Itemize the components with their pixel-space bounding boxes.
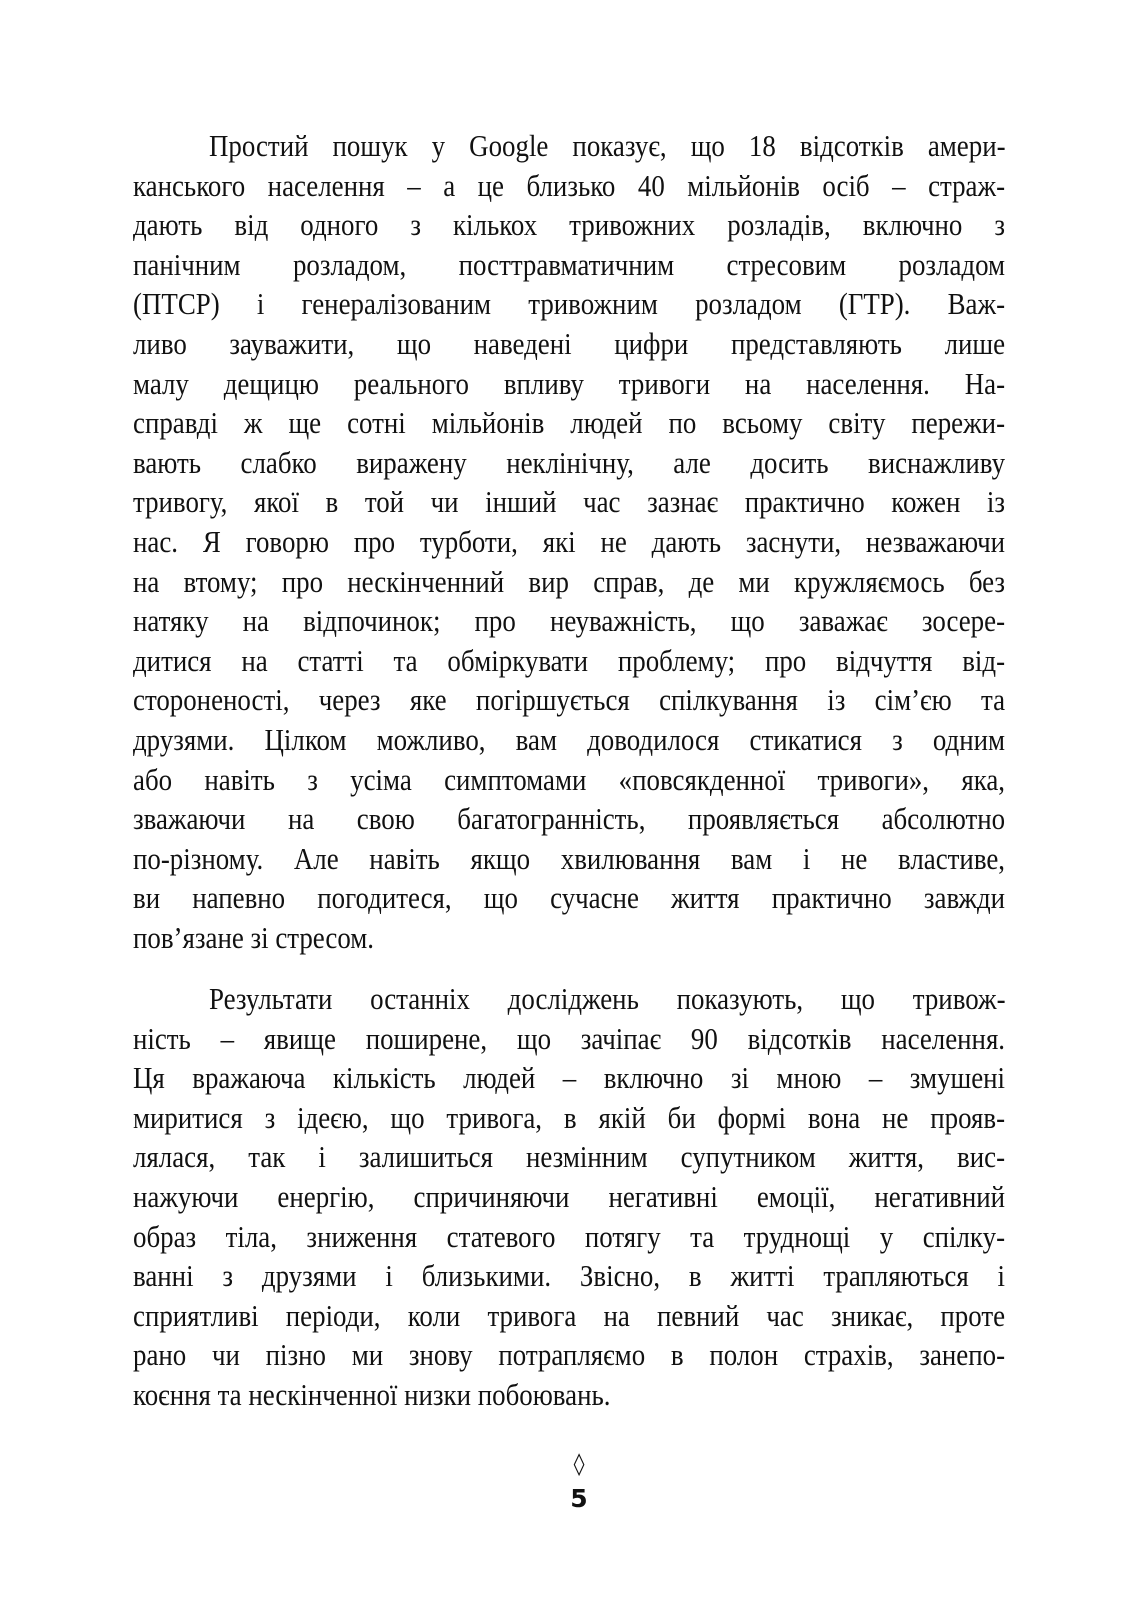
text-line-content: ванні з друзями і близькими. Звісно, в житті трапляються і: [133, 1258, 1006, 1294]
text-line: [133, 205, 1005, 245]
text-line: [133, 979, 1005, 1019]
text-line: [133, 1177, 1005, 1217]
diamond-ornament-icon: ◊: [573, 1452, 585, 1477]
text-line-content: справді ж ще сотні мільйонів людей по всьому світу пережи-: [133, 405, 1006, 441]
text-line-content: панічним розладом, посттравматичним стресовим розладом: [133, 246, 1006, 282]
text-line-content: по-різному. Але навіть якщо хвилювання вам і не властиве,: [133, 840, 1006, 876]
text-line: [133, 562, 1005, 602]
text-line-content: (ПТСР) і генералізованим тривожним розладом (ГТР). Важ-: [133, 286, 1006, 322]
text-line-content: малу дещицю реального впливу тривоги на населення. На-: [133, 365, 1006, 401]
text-line-content: ливо зауважити, що наведені цифри представляють лише: [133, 325, 1006, 361]
text-line: [133, 680, 1005, 720]
text-line-content: Ця вражаюча кількість людей – включно зі мною – змушені: [133, 1060, 1006, 1096]
text-line: [133, 1335, 1005, 1375]
page-number: 5: [570, 1484, 588, 1513]
text-line: [133, 720, 1005, 760]
text-line-content: сприятливі періоди, коли тривога на певний час зникає, проте: [133, 1297, 1006, 1333]
text-line: [133, 1098, 1005, 1138]
text-line: [133, 1019, 1005, 1059]
text-line-content: ви напевно погодитеся, що сучасне життя практично завжди: [133, 880, 1006, 916]
text-line: [133, 641, 1005, 681]
text-line: [133, 878, 1005, 918]
text-line: [133, 1137, 1005, 1177]
text-line-content: ність – явище поширене, що зачіпає 90 відсотків населення.: [133, 1020, 1006, 1056]
text-line: [133, 1058, 1005, 1098]
text-line: [133, 443, 1005, 483]
text-line-content: на втому; про нескінченний вир справ, де ми кружляємось без: [133, 563, 1006, 599]
text-line: [133, 918, 1005, 958]
text-line-content: тривогу, якої в той чи інший час зазнає практично кожен із: [133, 484, 1006, 520]
text-line: [133, 403, 1005, 443]
text-line-content: Простий пошук у Google показує, що 18 відсотків амери-: [209, 128, 1006, 163]
text-line: [133, 245, 1005, 285]
text-line-content: рано чи пізно ми знову потрапляємо в полон страхів, занепо-: [133, 1337, 1006, 1373]
text-line: [133, 126, 1005, 166]
text-line: [133, 1256, 1005, 1296]
text-line-content: дитися на статті та обміркувати проблему; про відчуття від-: [133, 642, 1006, 678]
text-line: [133, 166, 1005, 206]
text-line-content: миритися з ідеєю, що тривога, в якій би формі вона не прояв-: [133, 1099, 1006, 1135]
text-line-content: канського населення – а це близько 40 мільйонів осіб – страж-: [133, 167, 1006, 203]
paragraph-2: [133, 979, 1005, 1415]
text-line-content: нас. Я говорю про турботи, які не дають заснути, незважаючи: [133, 523, 1006, 559]
text-line-content: стороненості, через яке погіршується спілкування із сім’єю та: [133, 682, 1006, 718]
text-line: [133, 522, 1005, 562]
text-line-content: друзями. Цілком можливо, вам доводилося стикатися з одним: [133, 721, 1006, 757]
text-line: [133, 760, 1005, 800]
text-line-content: образ тіла, зниження статевого потягу та труднощі у спілку-: [133, 1218, 1006, 1254]
text-line-content: лялася, так і залишиться незмінним супутником життя, вис-: [133, 1139, 1006, 1175]
text-line-content: або навіть з усіма симптомами «повсякденної тривоги», яка,: [133, 761, 1006, 797]
text-line: [133, 1296, 1005, 1336]
text-line-content: пов’язане зі стресом.: [133, 919, 375, 955]
text-line-content: вають слабко виражену неклінічну, але досить виснажливу: [133, 444, 1006, 480]
text-line: [133, 601, 1005, 641]
text-line-content: Результати останніх досліджень показують, що тривож-: [209, 981, 1006, 1016]
text-line-content: нажуючи енергію, спричиняючи негативні емоції, негативний: [133, 1178, 1006, 1214]
text-line: [133, 324, 1005, 364]
text-line-content: дають від одного з кількох тривожних розладів, включно з: [133, 207, 1006, 243]
text-line: [133, 839, 1005, 879]
text-line-content: натяку на відпочинок; про неуважність, що заважає зосере-: [133, 603, 1006, 639]
paragraph-1: [133, 126, 1005, 957]
text-line-content: зважаючи на свою багатогранність, проявляється абсолютно: [133, 801, 1006, 837]
text-line: [133, 364, 1005, 404]
text-line: [133, 1375, 1005, 1415]
text-line: [133, 1217, 1005, 1257]
text-line: [133, 799, 1005, 839]
text-line: [133, 482, 1005, 522]
text-line: [133, 284, 1005, 324]
text-line-content: коєння та нескінченної низки побоювань.: [133, 1376, 611, 1412]
